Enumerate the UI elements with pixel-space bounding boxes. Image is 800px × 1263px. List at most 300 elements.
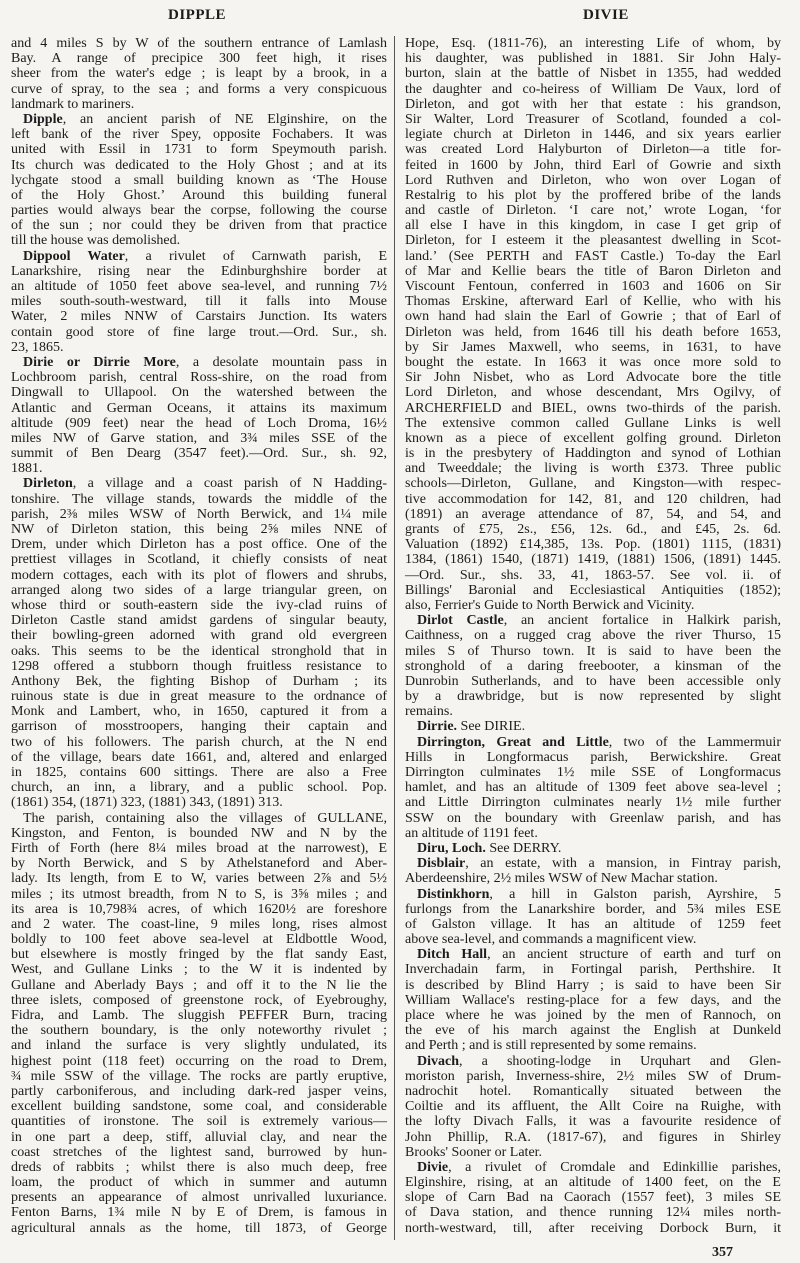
text-line bbox=[11, 917, 387, 932]
line-text: arranged along two sides of a large triangular green, on bbox=[11, 582, 387, 598]
text-line bbox=[405, 446, 781, 461]
line-text: the southern boundary, is the only noteworthy rivulet ; bbox=[11, 1023, 387, 1039]
paragraph bbox=[11, 36, 387, 112]
text-line bbox=[405, 233, 781, 248]
text-line bbox=[11, 218, 387, 233]
line-text: of the Holy Ghost.’ Around this building funeral bbox=[11, 187, 387, 203]
line-text: by a drawbridge, but is now represented by slight bbox=[405, 689, 781, 705]
text-line bbox=[11, 401, 387, 416]
text-line bbox=[11, 841, 387, 856]
text-line bbox=[405, 203, 781, 218]
line-text: See DERRY. bbox=[485, 840, 562, 856]
text-line bbox=[405, 644, 781, 659]
line-text: parties would always bear the corpse, following the course bbox=[11, 203, 387, 219]
text-line bbox=[405, 249, 781, 264]
text-line bbox=[405, 674, 781, 689]
text-line bbox=[405, 826, 781, 841]
page-number: 357 bbox=[712, 1245, 733, 1260]
text-line bbox=[11, 1038, 387, 1053]
line-text: (1891) an average attendance of 87, 54, and 54, and bbox=[405, 506, 781, 522]
text-line bbox=[11, 173, 387, 188]
text-line bbox=[405, 1038, 781, 1053]
line-text: Monk and Lambert, who, in 1650, captured it from a bbox=[11, 704, 387, 720]
line-text: ruinous state is due in great measure to the ordnance of bbox=[11, 689, 387, 705]
text-line bbox=[405, 841, 781, 856]
text-line bbox=[405, 978, 781, 993]
line-text: in 1825, contains 600 sittings. There are also a Free bbox=[11, 765, 387, 780]
line-text: but elsewhere is mostly fringed by the flat sandy East, bbox=[11, 947, 387, 963]
line-text: an altitude of 1050 feet above sea-level, and running 7½ bbox=[11, 279, 387, 294]
line-text: Billings' Baronial and Ecclesiastical Antiquities (1852); bbox=[405, 582, 781, 598]
text-line bbox=[405, 507, 781, 522]
line-text: 1298 offered a stubborn though fruitless resistance to bbox=[11, 658, 387, 674]
text-line bbox=[11, 902, 387, 917]
entry-heading: Dirrington, Great and Little bbox=[417, 734, 609, 750]
text-line bbox=[11, 1221, 387, 1236]
text-line bbox=[405, 1190, 781, 1205]
text-line bbox=[11, 750, 387, 765]
line-text: Dirleton Castle stand amidst gardens of singular beauty, bbox=[11, 613, 387, 629]
text-line bbox=[405, 1160, 781, 1175]
text-line bbox=[11, 811, 387, 826]
line-text: is described by Blind Harry ; is said to have been Sir bbox=[405, 977, 781, 993]
line-text: 1384, (1861) 1540, (1871) 1419, (1881) 1506, (1891) 1445. bbox=[405, 552, 781, 568]
line-text: their bowling-green adorned with grand old evergreen bbox=[11, 628, 387, 644]
text-line bbox=[11, 325, 387, 340]
text-line bbox=[11, 704, 387, 719]
text-line bbox=[405, 1099, 781, 1114]
text-line bbox=[11, 1084, 387, 1099]
line-text: united with Essil in 1731 to form Speymouth parish. bbox=[11, 142, 387, 158]
text-line bbox=[405, 628, 781, 643]
line-text: remains. bbox=[405, 704, 453, 720]
line-text: Dirleton was held, from 1646 till his death before 1653, bbox=[405, 324, 781, 340]
line-text: the eve of his march against the English at Dunkeld bbox=[405, 1023, 781, 1039]
text-line bbox=[405, 66, 781, 81]
line-text: agricultural annals as the home, till 1873, of George bbox=[11, 1220, 387, 1236]
text-line bbox=[405, 598, 781, 613]
line-text: Restalrig to his plot by the proffered bribe of the lands bbox=[405, 187, 781, 203]
line-text: (1861) 354, (1871) 323, (1881) 343, (1891) 313. bbox=[11, 795, 283, 811]
line-text: altitude (909 feet) near the head of Loch Droma, 16½ bbox=[11, 415, 387, 431]
entry-heading: Dirie or Dirrie More bbox=[23, 354, 176, 370]
line-text: , an estate, with a mansion, in Fintray parish, bbox=[465, 856, 781, 872]
text-line bbox=[405, 993, 781, 1008]
line-text: and Little Dirrington culminates nearly 1½ mile further bbox=[405, 795, 781, 811]
line-text: 1881. bbox=[11, 461, 43, 477]
text-line bbox=[405, 294, 781, 309]
gazetteer-entry bbox=[405, 856, 781, 886]
text-line bbox=[405, 385, 781, 400]
text-line bbox=[11, 962, 387, 977]
text-line bbox=[11, 735, 387, 750]
text-line bbox=[405, 431, 781, 446]
line-text: own hand had slain the Earl of Gowrie ; that of Earl of bbox=[405, 309, 781, 325]
line-text: loam, the product of which in summer and autumn bbox=[11, 1175, 387, 1191]
text-line bbox=[11, 51, 387, 66]
line-text: lady. Its length, from E to W, varies between 2⅞ and 5½ bbox=[11, 871, 387, 887]
text-line bbox=[11, 1099, 387, 1114]
text-line bbox=[405, 1175, 781, 1190]
line-text: Fenton Barns, 1¾ mile N by E of Drem, is famous in bbox=[11, 1205, 387, 1221]
line-text: stronghold of a daring freebooter, a kinsman of the bbox=[405, 658, 781, 674]
line-text: church, an inn, a library, and a public school. Pop. bbox=[11, 780, 387, 796]
text-line bbox=[405, 780, 781, 795]
text-line bbox=[11, 66, 387, 81]
text-line bbox=[405, 416, 781, 431]
line-text: in one part a deep, stiff, alluvial clay, and near the bbox=[11, 1129, 387, 1145]
line-text: , an ancient parish of NE Elginshire, on the bbox=[62, 111, 387, 127]
line-text: , a village and a coast parish of N Hadding- bbox=[72, 476, 387, 492]
line-text: of the sun ; nor could they be driven from that practice bbox=[11, 218, 387, 234]
line-text: Lord Dirleton, and whose descendant, Mrs Ogilvy, of bbox=[405, 385, 781, 401]
line-text: grants of £75, 2s., £56, 12s. 6d., and £45, 2s. 6d. bbox=[405, 522, 781, 537]
line-text: oaks. This seems to be the identical stronghold that in bbox=[11, 643, 387, 659]
entry-heading: Dippool Water bbox=[23, 248, 125, 264]
text-line bbox=[405, 325, 781, 340]
line-text: tonshire. The village stands, towards the middle of the bbox=[11, 491, 387, 507]
text-line bbox=[11, 142, 387, 157]
line-text: , a rivulet of Cromdale and Edinkillie parishes, bbox=[448, 1159, 781, 1175]
entry-heading: Disblair bbox=[417, 856, 466, 872]
gazetteer-entry bbox=[405, 735, 781, 841]
line-text: Fidra, and Lamb. The sluggish PEFFER Burn, tracing bbox=[11, 1008, 387, 1023]
line-text: Brooks' Sooner or Later. bbox=[405, 1144, 543, 1160]
text-line bbox=[11, 1205, 387, 1220]
text-line bbox=[405, 1054, 781, 1069]
text-line bbox=[405, 51, 781, 66]
text-line bbox=[11, 1190, 387, 1205]
gazetteer-entry bbox=[11, 355, 387, 477]
line-text: , an ancient structure of earth and turf on bbox=[487, 947, 781, 963]
text-line bbox=[405, 173, 781, 188]
line-text: nadrochit hotel. Romantically situated between the bbox=[405, 1083, 781, 1099]
line-text: furlongs from the Lanarkshire border, and 5¾ miles ESE bbox=[405, 901, 781, 917]
text-line bbox=[405, 97, 781, 112]
text-line bbox=[405, 1008, 781, 1023]
line-text: Firth of Forth (here 8¼ miles broad at the narrowest), E bbox=[11, 840, 387, 856]
line-text: is in the presbytery of Haddington and synod of Lothian bbox=[405, 446, 781, 462]
right-column bbox=[405, 36, 781, 1236]
column-divider bbox=[394, 36, 395, 1240]
text-line bbox=[405, 583, 781, 598]
text-line bbox=[405, 871, 781, 886]
line-text: Sir John Nisbet, who as Lord Advocate bore the title bbox=[405, 370, 781, 386]
text-line bbox=[11, 689, 387, 704]
line-text: modern cottages, each with its plot of flowers and shrubs, bbox=[11, 567, 387, 583]
line-text: Valuation (1892) £14,385, 13s. Pop. (1801) 1115, (1831) bbox=[405, 537, 781, 553]
line-text: schools—Dirleton, Gullane, and Kingston—with respec- bbox=[405, 476, 781, 492]
line-text: whose third or south-eastern side the ivy-clad ruins of bbox=[11, 597, 387, 613]
line-text: prettiest villages in Scotland, it chiefly consists of neat bbox=[11, 552, 387, 568]
text-line bbox=[405, 309, 781, 324]
line-text: , two of the Lammermuir bbox=[608, 734, 781, 750]
text-line bbox=[405, 537, 781, 552]
line-text: miles NW of Garve station, and 3¾ miles SSE of the bbox=[11, 430, 387, 446]
text-line bbox=[11, 1023, 387, 1038]
text-line bbox=[11, 82, 387, 97]
line-text: of Dava station, and thence running 12¼ miles north- bbox=[405, 1205, 781, 1221]
entry-heading: Dirlot Castle bbox=[417, 613, 504, 629]
line-text: landmark to mariners. bbox=[11, 96, 135, 112]
text-line bbox=[405, 127, 781, 142]
line-text: and 4 miles S by W of the southern entrance of Lamlash bbox=[11, 36, 387, 51]
text-line bbox=[11, 1130, 387, 1145]
line-text: of Galston village. It has an altitude of 1259 feet bbox=[405, 916, 781, 932]
line-text: West, and Gullane Links ; to the W it is indented by bbox=[11, 962, 387, 978]
line-text: 23, 1865. bbox=[11, 339, 64, 355]
line-text: , a desolate mountain pass in bbox=[175, 354, 387, 370]
text-line bbox=[11, 1008, 387, 1023]
line-text: miles S of Thurso town. It is said to have been the bbox=[405, 643, 781, 659]
line-text: Dunrobin Sutherlands, and to have been accessible only bbox=[405, 673, 781, 689]
line-text: known as a piece of excellent golfing ground. Dirleton bbox=[405, 430, 781, 446]
line-text: Elginshire, rising, at an altitude of 1400 feet, on the E bbox=[405, 1175, 781, 1191]
line-text: Kingston, and Fenton, is bounded NW and N by the bbox=[11, 825, 387, 841]
text-line bbox=[405, 932, 781, 947]
line-text: See DIRIE. bbox=[457, 719, 526, 735]
gazetteer-entry bbox=[405, 887, 781, 948]
text-line bbox=[11, 355, 387, 370]
gazetteer-entry bbox=[11, 112, 387, 249]
line-text: Caithness, on a rugged crag above the river Thurso, 15 bbox=[405, 628, 781, 644]
text-line bbox=[11, 947, 387, 962]
paragraph bbox=[405, 36, 781, 613]
text-line bbox=[405, 461, 781, 476]
text-line bbox=[405, 1069, 781, 1084]
gazetteer-entry bbox=[11, 249, 387, 355]
gazetteer-entry bbox=[405, 1054, 781, 1160]
text-line bbox=[405, 188, 781, 203]
line-text: by North Berwick, and S by Athelstaneford and Aber- bbox=[11, 856, 387, 872]
text-line bbox=[11, 522, 387, 537]
line-text: John Phillip, R.A. (1817-67), and figures in Shirley bbox=[405, 1129, 781, 1145]
text-line bbox=[405, 401, 781, 416]
text-line bbox=[405, 902, 781, 917]
line-text: Dingwall to Ullapool. On the watershed between the bbox=[11, 385, 387, 401]
text-line bbox=[405, 795, 781, 810]
text-line bbox=[405, 811, 781, 826]
text-line bbox=[405, 36, 781, 51]
line-text: an altitude of 1191 feet. bbox=[405, 825, 538, 841]
line-text: ARCHERFIELD and BIEL, owns two-thirds of the parish. bbox=[405, 400, 781, 416]
text-line bbox=[405, 552, 781, 567]
gazetteer-entry bbox=[405, 947, 781, 1053]
text-line bbox=[11, 431, 387, 446]
text-line bbox=[11, 188, 387, 203]
entry-heading: Dipple bbox=[23, 111, 63, 127]
text-line bbox=[11, 416, 387, 431]
line-text: boldly to 100 feet above sea-level at Eldbottle Wood, bbox=[11, 932, 387, 948]
text-line bbox=[11, 780, 387, 795]
text-line bbox=[405, 264, 781, 279]
running-head-right: DIVIE bbox=[583, 7, 629, 23]
line-text: Drem, under which Dirleton has a post office. One of the bbox=[11, 537, 387, 553]
text-line bbox=[405, 1114, 781, 1129]
line-text: of Mar and Kellie bears the title of Baron Dirleton and bbox=[405, 263, 781, 279]
text-line bbox=[11, 659, 387, 674]
text-line bbox=[405, 947, 781, 962]
line-text: and castle of Dirleton. ‘I care not,’ wrote Logan, ‘for bbox=[405, 203, 781, 219]
line-text: Anthony Bek, the fighting Bishop of Durham ; its bbox=[11, 673, 387, 689]
line-text: place where he was joined by the men of Rannoch, on bbox=[405, 1008, 781, 1023]
line-text: William Wallace's resting-place for a few days, and the bbox=[405, 992, 781, 1008]
paragraph bbox=[11, 811, 387, 1236]
line-text: Gullane and Aberlady Bays ; and off it to the N lie the bbox=[11, 977, 387, 993]
line-text: Sir Walter, Lord Treasurer of Scotland, founded a col- bbox=[405, 111, 781, 127]
text-line bbox=[405, 962, 781, 977]
text-line bbox=[11, 978, 387, 993]
line-text: Lochbroom parish, central Ross-shire, on the road from bbox=[11, 370, 387, 386]
text-line bbox=[11, 461, 387, 476]
text-line bbox=[11, 279, 387, 294]
text-line bbox=[11, 932, 387, 947]
line-text: Lanarkshire, rising near the Edinburghshire border at bbox=[11, 263, 387, 279]
line-text: highest point (118 feet) occurring on the road to Drem, bbox=[11, 1053, 387, 1069]
text-line bbox=[405, 704, 781, 719]
line-text: hamlet, and has an altitude of 1309 feet above sea-level ; bbox=[405, 780, 781, 796]
text-line bbox=[11, 36, 387, 51]
line-text: its area is 10,798¾ acres, of which 1620½ are foreshore bbox=[11, 901, 387, 917]
text-line bbox=[405, 689, 781, 704]
line-text: his daughter, was published in 1881. Sir John Haly- bbox=[405, 51, 781, 67]
line-text: above sea-level, and commands a magnificent view. bbox=[405, 932, 697, 948]
running-head-left: DIPPLE bbox=[168, 7, 227, 23]
line-text: parish, 2⅜ miles WSW of North Berwick, and 1¼ mile bbox=[11, 506, 387, 522]
line-text: Dirleton, and got with her that estate : his grandson, bbox=[405, 96, 781, 112]
line-text: Lord Ruthven and Dirleton, who won over Logan of bbox=[405, 172, 781, 188]
line-text: curve of spray, to the sea ; and forms a very conspicuous bbox=[11, 81, 387, 97]
line-text: Thomas Erskine, afterward Earl of Kellie, who with his bbox=[405, 294, 781, 310]
line-text: Water, 2 miles NNW of Carstairs Junction. Its waters bbox=[11, 309, 387, 325]
line-text: SSW on the boundary with Greenlaw parish, and has bbox=[405, 810, 781, 826]
entry-heading: Diru, Loch. bbox=[417, 840, 486, 856]
line-text: tive accommodation for 142, 81, and 120 children, had bbox=[405, 491, 781, 507]
line-text: Dirleton, for I esteem it the pleasantest dwelling in Scot- bbox=[405, 233, 781, 249]
text-line bbox=[405, 1221, 781, 1236]
line-text: garrison of mosstroopers, hanging their captain and bbox=[11, 719, 387, 735]
text-line bbox=[11, 795, 387, 810]
line-text: Coiltie and its affluent, the Allt Coire na Ruighe, with bbox=[405, 1099, 781, 1115]
entry-heading: Dirleton bbox=[23, 476, 73, 492]
line-text: north-westward, till, after receiving Dorbock Burn, it bbox=[405, 1220, 781, 1236]
line-text: ¾ mile SSW of the village. The rocks are partly eruptive, bbox=[11, 1068, 387, 1084]
gazetteer-entry bbox=[405, 613, 781, 719]
line-text: Dirrington culminates 1½ mile SSE of Longformacus bbox=[405, 765, 781, 780]
text-line bbox=[11, 1175, 387, 1190]
line-text: feited in 1600 by John, third Earl of Gowrie and sixth bbox=[405, 157, 781, 173]
line-text: summit of Ben Dearg (3547 feet).—Ord. Sur., sh. 92, bbox=[11, 446, 387, 462]
text-line bbox=[11, 644, 387, 659]
line-text: and Tweeddale; the living is worth £373. Three public bbox=[405, 461, 781, 477]
line-text: the lofty Divach Falls, it was a favourite residence of bbox=[405, 1114, 781, 1130]
line-text: partly carboniferous, and including dark-red jasper veins, bbox=[11, 1083, 387, 1099]
line-text: , a hill in Galston parish, Ayrshire, 5 bbox=[489, 886, 781, 902]
text-line bbox=[11, 568, 387, 583]
text-line bbox=[405, 355, 781, 370]
text-line bbox=[11, 112, 387, 127]
line-text: , an ancient fortalice in Halkirk parish, bbox=[503, 613, 782, 629]
text-line bbox=[405, 112, 781, 127]
text-line bbox=[405, 476, 781, 491]
line-text: sheer from the water's edge ; is leapt by a brook, in a bbox=[11, 66, 387, 82]
text-line bbox=[405, 856, 781, 871]
text-line bbox=[11, 719, 387, 734]
text-line bbox=[405, 492, 781, 507]
text-line bbox=[405, 765, 781, 780]
line-text: , a rivulet of Carnwath parish, E bbox=[124, 248, 387, 264]
line-text: and inland the surface is very slightly undulated, its bbox=[11, 1038, 387, 1054]
text-line bbox=[11, 233, 387, 248]
line-text: moriston parish, Inverness-shire, 2½ miles SW of Drum- bbox=[405, 1068, 781, 1084]
text-line bbox=[405, 750, 781, 765]
text-line bbox=[11, 264, 387, 279]
line-text: The extensive common called Gullane Links is well bbox=[405, 415, 781, 431]
text-line bbox=[11, 598, 387, 613]
text-line bbox=[11, 674, 387, 689]
text-line bbox=[405, 719, 781, 734]
text-line bbox=[11, 826, 387, 841]
line-text: The parish, containing also the villages of GULLANE, bbox=[23, 810, 387, 826]
text-line bbox=[11, 993, 387, 1008]
text-line bbox=[11, 537, 387, 552]
line-text: —Ord. Sur., shs. 33, 41, 1863-57. See vol. ii. of bbox=[405, 567, 781, 583]
text-line bbox=[11, 507, 387, 522]
text-line bbox=[405, 340, 781, 355]
text-line bbox=[405, 370, 781, 385]
line-text: the daughter and co-heiress of William De Vaux, lord of bbox=[405, 81, 781, 97]
line-text: and 2 water. The coast-line, 9 miles long, rises almost bbox=[11, 916, 387, 932]
line-text: legiate church at Dirleton in 1446, and six years earlier bbox=[405, 127, 781, 143]
text-line bbox=[405, 1084, 781, 1099]
text-line bbox=[11, 97, 387, 112]
gazetteer-entry bbox=[405, 841, 781, 856]
text-line bbox=[405, 1145, 781, 1160]
line-text: miles south-south-westward, till it falls into Mouse bbox=[11, 294, 387, 310]
text-line bbox=[405, 218, 781, 233]
text-line bbox=[11, 765, 387, 780]
line-text: quantities of ironstone. The soil is extremely various— bbox=[11, 1114, 387, 1130]
line-text: , a shooting-lodge in Urquhart and Glen- bbox=[459, 1053, 781, 1069]
text-line bbox=[11, 628, 387, 643]
line-text: NW of Dirleton station, this being 2⅝ miles NNE of bbox=[11, 522, 387, 537]
line-text: contain good store of fine large trout.—Ord. Sur., sh. bbox=[11, 324, 387, 340]
text-line bbox=[11, 1054, 387, 1069]
text-line bbox=[11, 294, 387, 309]
line-text: by Sir James Maxwell, who seems, in 1631, to have bbox=[405, 339, 781, 355]
line-text: three islets, composed of greenstone rock, of Eyebroughy, bbox=[11, 992, 387, 1008]
text-line bbox=[405, 568, 781, 583]
text-line bbox=[11, 203, 387, 218]
gazetteer-entry bbox=[405, 719, 781, 734]
text-line bbox=[11, 370, 387, 385]
line-text: lychgate stood a small building known as ‘The House bbox=[11, 172, 387, 188]
text-line bbox=[405, 82, 781, 97]
line-text: burton, slain at the battle of Nisbet in 1355, had wedded bbox=[405, 66, 781, 82]
gazetteer-entry bbox=[11, 476, 387, 810]
line-text: presents an appearance of almost unrivalled luxuriance. bbox=[11, 1190, 387, 1206]
line-text: excellent building sandstone, some coal, and considerable bbox=[11, 1099, 387, 1115]
text-line bbox=[405, 1205, 781, 1220]
text-line bbox=[11, 887, 387, 902]
line-text: land.’ (See PERTH and FAST Castle.) To-day the Earl bbox=[405, 248, 781, 264]
text-line bbox=[11, 1069, 387, 1084]
line-text: Bay. A range of precipice 300 feet high, it rises bbox=[11, 51, 387, 67]
text-line bbox=[405, 917, 781, 932]
text-line bbox=[11, 446, 387, 461]
text-line bbox=[405, 158, 781, 173]
text-line bbox=[11, 1160, 387, 1175]
